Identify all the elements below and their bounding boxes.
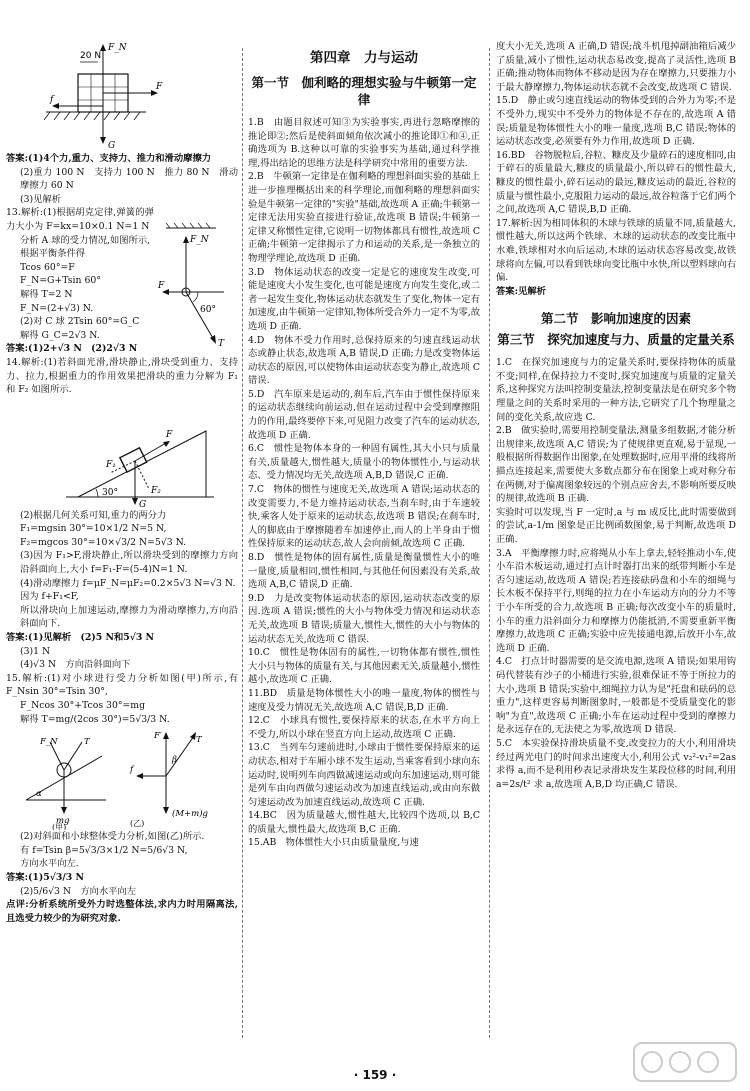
label-f: f — [130, 765, 134, 776]
text-line: 2.B 做实验时,需要用控制变量法,测量多组数据,才能分析出规律来,故选项 A,C 错误;为了使规律更直观,易于显现,一般根据所得数据作出图象,在处理数据时,应用平滑的线将所描点连接起来,需要使大多数点都分布在图象上或对称分布在两侧,对于偏离图象较远的个别点应舍去,不影响所要反映的规律,故选项 B 正确. — [496, 425, 736, 505]
text-line: 答案:(1)5√3/3 N — [6, 871, 84, 883]
text-line: 10.C 惯性是物体固有的属性,一切物体都有惯性,惯性大小只与物体的质量有关,与其他因素无关,质量越小,惯性越小,故选项 C 正确. — [248, 647, 480, 686]
page-number: · 159 · — [353, 1068, 397, 1082]
column-divider — [489, 48, 490, 1038]
text-line: 14.解析:(1)若斜面光滑,滑块静止,滑块受到重力、支持力、拉力,根据重力的作用效果把滑块的重力分解为 F₁ 和 F₂ 如图所示. — [6, 356, 238, 396]
label-alpha: α — [36, 789, 42, 800]
text-line: 3.A 平衡摩擦力时,应将绳从小车上拿去,轻轻推动小车,使小车沿木板运动,通过打点计时器打出来的纸带判断小车是否匀速运动,故选项 A 错误;若连接砝码盘和小车的细绳与长木板不保持平行,则绳的拉力在小车运动方向的分力不等于小车所受的合力,故选项 B 正确;每次改变小车的质量时,小车的重力沿斜面分力和摩擦力仍能抵消,不需要重新平衡摩擦力,故选项 C 正确;实验中应先接通电源,后放开小车,故选项 D 正确. — [496, 547, 736, 654]
text-line: (2)重力 100 N 支持力 100 N 推力 80 N 滑动摩擦力 60 N — [20, 166, 238, 192]
text-line: 12.C 小球具有惯性,要保持原来的状态,在水平方向上不受力,所以小球在竖直方向上运动,故选项 C 正确. — [248, 715, 480, 740]
text-line: 13.C 当列车匀速前进时,小球由于惯性要保持原来的运动状态,相对于车厢小球不发生运动,当乘客看到小球向东运动时,说明列车向西做减速运动或向东加速运动,则可能是列车由向西做匀速运动改为加速直线运动,或由向东做匀速运动改为加速直线运动,故选项 C 正确. — [248, 742, 480, 808]
text-line: (2)根据几何关系可知,重力的两分力 — [20, 509, 167, 521]
label-60: 60° — [200, 305, 216, 315]
text-line: 11.BD 质量是物体惯性大小的唯一量度,物体的惯性与速度及受力情况无关,故选项 A,C 错误,B,D 正确. — [248, 687, 480, 713]
text-line: (3)见解析 — [20, 193, 62, 205]
text-line: 17.解析:因为相同体积的木球与铁球的质量不同,质量越大,惯性越大,所以这两个铁球、木球的运动状态的改变比瓶中水难,铁球相对水向后运动,木球的运动状态容易改变,故铁球将向左偏,可以看到铁球向变比瓶中水快,所以塑料球向右偏. — [496, 217, 736, 284]
force-diagram-ball — [156, 222, 236, 352]
text-line: 所以滑块向上加速运动,摩擦力为滑动摩擦力,方向沿斜面向下. — [20, 604, 238, 630]
text-line: 度大小无关,选项 A 正确,D 错误;战斗机甩掉副油箱后减少了质量,减小了惯性,运动状态易改变,提高了灵活性,选项 B 正确;推动物体而物体不移动是因为存在摩擦力,只要推力小于最大静摩擦力,物体运动状态就不会改变,故选项 C 错误. — [496, 41, 736, 93]
force-diagram-block — [6, 36, 238, 152]
text-line: 解得 T=mg/(2cos 30°)=5√3/3 N. — [20, 713, 170, 725]
text-line: F_N=G+Tsin 60° — [20, 275, 101, 287]
text-line: 1.B 由题目叙述可知③为实验事实,再进行忽略摩擦的推论即②;然后是使斜面倾角依次减小的推论即①和④,正确选项为 B.这种以可靠的实验事实为基础,通过科学推理,得出结论的思维方法是科学研究中常用的重要方法. — [248, 117, 480, 169]
column-middle — [248, 40, 480, 1080]
answer-block-12-13 — [6, 152, 238, 397]
section-title: 第二节 影响加速度的因素 — [540, 311, 691, 327]
answer-block-14-15 — [6, 509, 238, 727]
text-line: Tcos 60°=F — [20, 261, 75, 273]
text-line: 9.D 力是改变物体运动状态的原因,运动状态改变的原因.选项 A 错误;惯性的大小与物体受力情况和运动状态无关,故选项 B 错误;质量大,惯性大,惯性的大小与物体的运动状态无关,故选项 C 错误. — [248, 592, 480, 645]
text-line: 5.D 汽车原来是运动的,刹车后,汽车由于惯性保持原来的运动状态继续向前运动,但在运动过程中会受到摩擦阻力的作用,最终要停下来,可见阻力改变了汽车的运动状态,故选项 D 正确. — [248, 388, 480, 441]
text-line: (4)√3 N 方向沿斜面向下 — [20, 659, 131, 671]
label-f1: F₁ — [106, 459, 116, 470]
section-title: 第三节 探究加速度与力、质量的定量关系 — [497, 332, 735, 348]
text-line: F₂=mgcos 30°=10×√3/2 N=5√3 N. — [20, 536, 187, 548]
section-title: 第一节 伽利略的理想实验与牛顿第一定律 — [251, 75, 477, 107]
watermark-icon — [630, 1037, 740, 1087]
text-line: F_Ncos 30°+Tcos 30°=mg — [20, 700, 146, 711]
label-f-small: f — [50, 95, 54, 105]
text-line: 实验时可以发现,当 F 一定时,a 与 m 成反比,此时需要做到的尝试,a-1/m 图象是正比例函数图象,易于判断,故选项 D 正确. — [496, 506, 736, 545]
text-line: 15.D 静止或匀速直线运动的物体受到的合外力为零;不是不受外力,现实中不受外力的物体是不存在的,故选项 A 错误;质量是物体惯性大小的唯一量度,选项 B,C 错误;物体的运动状态改变,必须要有外力作用,故选项 D 正确. — [496, 95, 736, 148]
label-f2: F₂ — [151, 485, 161, 496]
label-jia: (甲) — [52, 823, 67, 831]
text-line: (3)因为 F₁>F,滑块静止,所以滑块受到的摩擦力方向沿斜面向上,大小 f=F₁-F=(5-4)N=1 N. — [20, 550, 238, 576]
text-line: 因为 f+F₁<F, — [20, 591, 79, 603]
text-line: 答案:见解析 — [496, 285, 546, 297]
chapter-title: 第四章 力与运动 — [310, 50, 418, 66]
text-line: 8.D 惯性是物体的固有属性,质量是衡量惯性大小的唯一量度,质量相同,惯性相同,与其他任何因素没有关系,故选项 A,B,C 错误,D 正确. — [248, 552, 480, 591]
text-line: 答案:(1)2+√3 N (2)2√3 N — [6, 343, 138, 355]
label-f: F — [156, 82, 163, 92]
text-line: 4.C 打点计时器需要的是交流电源,选项 A 错误;如果用钩码代替装有沙子的小桶进行实验,很难保证不等于所拉力的大小,选项 B 错误;实验中,细绳拉力认为是"托盘和砝码的总重力",这样更容易判断图象时,一般都是不受质量变化的影响"为直",故选项 C 正确;小车在运动过程中受到的摩擦力是永远存在的,无法使之为零,故选项 D 错误. — [496, 656, 736, 736]
text-line: (2)对斜面和小球整体受力分析,如图(乙)所示. — [20, 831, 205, 843]
text-line: 16.BD 谷物脱粒后,谷粒、糠皮及少量碎石的速度相同,由于碎石的质量最大,糠皮的质量最小,所以碎石的惯性最大,糠皮的惯性最小,碎石运动的最远,糠皮运动的最近,谷粒的质量与惯性最小,克服阻力运动的最远,故谷粒落于它们两个之间,故选项 A,C 错误,B,D 正确. — [496, 149, 736, 216]
text-line: 有 f=Tsin β=5√3/3×1/2 N=5/6√3 N, — [20, 844, 188, 856]
figure-block-forces — [6, 36, 238, 152]
label-t2: T — [196, 735, 202, 746]
text-line: F_N=(2+√3) N. — [20, 302, 94, 314]
text-line: 7.C 物体的惯性与速度无关,故选项 A 错误;运动状态的改变需要力,不是力维持运动状态,当刹车时,由于车速较快,乘客人处于原来的运动状态,故选项 B 错误;在刹车时,人的脚底由于摩擦随着车加速停止,而人的上半身由于惯性保持原来的运动状态,故人会向前倾,故选项 C 正确. — [248, 484, 480, 550]
text-line: 6.C 惯性是物体本身的一种固有属性,其大小只与质量有关,质量越大,惯性越大,质量小的物体惯性小,与运动状态、受力情况均无关,故选项 A,B,D 错误,C 正确. — [248, 443, 480, 482]
label-t: T — [218, 339, 225, 349]
text-line: 2.B 牛顿第一定律是在伽利略的理想斜面实验的基础上进一步推理概括出来的科学理论,而伽利略的理想斜面实验是牛顿第一定律的"实验"基础,故选项 A 正确;牛顿第一定律无法用实验直接进行验证,故选项 B 错误;牛顿第一定律又称惯性定律,它说明一切物体都具有惯性,故选项 C 正确;牛顿第一定律揭示了力和运动的关系,是一条独立的物理学理论,故选项 D 正确. — [248, 171, 480, 264]
answer-block-15b — [6, 830, 238, 925]
text-line: 4.D 物体不受力作用时,总保持原来的匀速直线运动状态或静止状态,故选项 A,B 错误,D 正确;力是改变物体运动状态的原因,可以使物体由运动状态变为静止,故选项 C 错误. — [248, 334, 480, 387]
text-line: 解得 G_C=2√3 N. — [20, 329, 100, 341]
text-line: 3.D 物体运动状态的改变一定是它的速度发生改变,可能是速度大小发生变化,也可能是速度方向发生变化,或二者一起发生变化,物体运动状态就发生了变化,物体一定有加速度,由牛顿第一定律知,物体所受合外力一定不为零,故选项 D 正确. — [248, 266, 480, 332]
text-line: 解得 T=2 N — [20, 288, 73, 300]
text-line: (2)对 C 球 2Tsin 60°=G_C — [20, 316, 140, 328]
text-line: 答案:(1)见解析 (2)5 N和5√3 N — [6, 632, 155, 644]
text-line: 1.C 在探究加速度与力的定量关系时,要保持物体的质量不变;同样,在保持拉力不变时,探究加速度与质量的定量关系,这种探究方法叫控制变量法,控制变量法是在研究多个物理量之间的关系时采用的一种方法,它研究了几个物理量之间的变化关系,故应选 C. — [496, 357, 736, 423]
label-20n: 20 N — [80, 51, 102, 61]
text-line: (4)滑动摩擦力 f=μF_N=μF₂=0.2×5√3 N=√3 N. — [20, 577, 236, 589]
text-line: (2)5/6√3 N 方向水平向左 — [20, 885, 137, 897]
figure-incline — [6, 397, 238, 509]
text-line: 5.C 本实验保持滑块质量不变,改变拉力的大小,利用滑块经过两光电门的时间求出速度大小,利用公式 v₂²-v₁²=2as 求得 a,而不是利用秒表记录滑块发生某段位移的时间,利用 a=2s/t² 求 a,故选项 A,B,D 均正确,C 错误. — [496, 737, 736, 790]
text-line: 分析 A 球的受力情况,如图所示, — [20, 234, 151, 246]
text-line: 方向水平向左. — [20, 858, 79, 870]
label-mMg: (M+m)g — [172, 809, 208, 820]
column-right — [496, 40, 736, 1080]
text-line: 15.AB 物体惯性大小只由质量量度,与速 — [248, 837, 419, 849]
label-fn: F_N — [108, 43, 127, 53]
label-fprime: F′ — [154, 731, 162, 742]
label-g: G — [108, 141, 116, 151]
text-line: 13.解析:(1)根据胡克定律,弹簧的弹力大小为 F=kx=10×0.1 N=1 N — [6, 207, 154, 232]
text-line: (3)1 N — [20, 645, 51, 657]
label-fn: F_N — [40, 737, 58, 748]
label-f: F — [166, 429, 173, 440]
label-t: T — [84, 737, 90, 748]
label-fn: F_N — [190, 235, 209, 245]
text-line: 点评:分析系统所受外力时选整体法,求内力时用隔离法,且选受力较少的为研究对象. — [6, 899, 238, 924]
text-line: 答案:(1)4个力,重力、支持力、推力和滑动摩擦力 — [6, 153, 212, 164]
label-beta: β — [172, 755, 177, 766]
figure-jia-yi — [6, 726, 238, 830]
label-g: G — [139, 499, 147, 509]
force-diagram-incline — [6, 397, 238, 509]
column-divider — [242, 48, 243, 1038]
label-f: F — [158, 281, 165, 291]
label-mg: mg — [56, 816, 70, 827]
column-left — [6, 36, 238, 1071]
label-30: 30° — [102, 487, 118, 498]
text-line: F₁=mgsin 30°=10×1/2 N=5 N, — [20, 523, 167, 535]
force-diagram-jia-yi — [6, 726, 238, 830]
text-line: 根据平衡条件得 — [20, 248, 86, 260]
label-yi: (乙) — [130, 819, 145, 829]
text-line: 14.BC 因为质量越大,惯性越大,比较四个选项,以 B,C 的质量大,惯性最大,故选项 B,C 正确. — [248, 810, 480, 835]
text-line: 15.解析:(1)对小球进行受力分析如图(甲)所示,有 F_Nsin 30°=Tsin 30°, — [6, 672, 238, 698]
